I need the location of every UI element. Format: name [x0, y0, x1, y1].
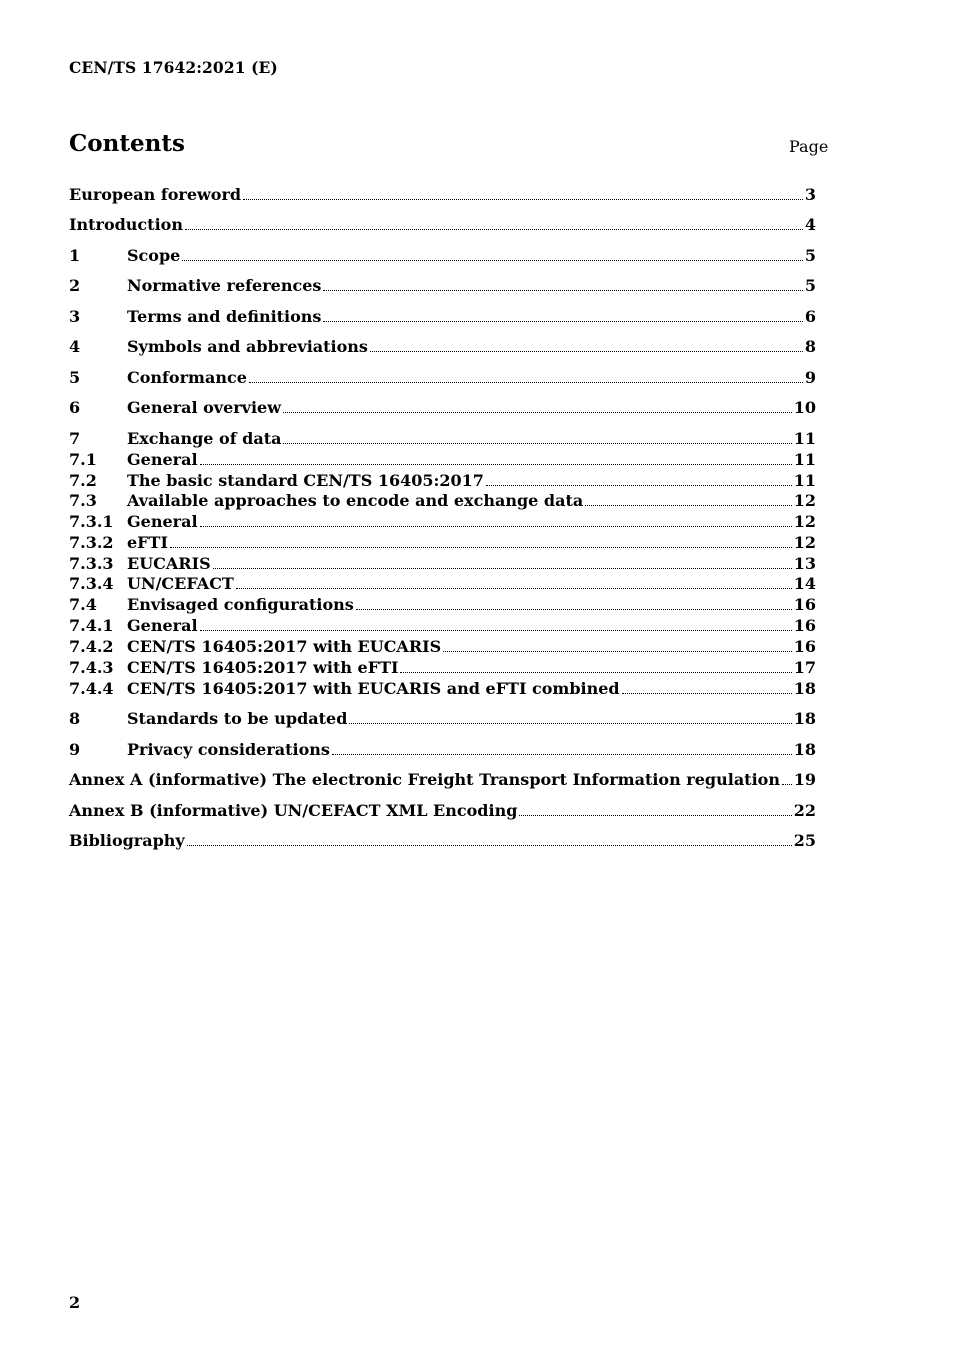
toc-entry-page: 17: [793, 658, 816, 677]
toc-entry-title: Introduction: [69, 215, 183, 234]
toc-dot-leader: [400, 671, 791, 673]
toc-entry-title: Available approaches to encode and exchange data: [127, 491, 584, 510]
toc-entry-number: 4: [69, 337, 81, 356]
toc-dot-leader: [356, 608, 792, 610]
toc-dot-leader: [519, 814, 791, 816]
toc-entry[interactable]: [69, 275, 816, 296]
toc-dot-leader: [370, 350, 803, 352]
toc-entry[interactable]: [69, 573, 816, 594]
toc-entry-title: General overview: [127, 398, 282, 417]
toc-entry-number: 7.4.2: [69, 637, 114, 656]
toc-entry-title: UN/CEFACT: [127, 574, 234, 593]
toc-entry[interactable]: [69, 553, 816, 574]
toc-dot-leader: [349, 722, 791, 724]
toc-dot-leader: [585, 504, 792, 506]
toc-entry[interactable]: [69, 245, 816, 266]
toc-entry-page: 18: [793, 709, 816, 728]
toc-entry[interactable]: [69, 511, 816, 532]
toc-dot-leader: [200, 629, 792, 631]
contents-title: Contents: [69, 130, 185, 157]
toc-entry-number: 7: [69, 429, 81, 448]
toc-entry-number: 7.4.1: [69, 616, 114, 635]
toc-entry[interactable]: [69, 397, 816, 418]
toc-dot-leader: [323, 289, 802, 291]
toc-dot-leader: [323, 320, 802, 322]
toc-entry-title: CEN/TS 16405:2017 with EUCARIS: [127, 637, 442, 656]
toc-dot-leader: [782, 783, 792, 785]
toc-dot-leader: [443, 650, 792, 652]
toc-dot-leader: [243, 198, 803, 200]
toc-entry-title: Standards to be updated: [127, 709, 348, 728]
toc-entry[interactable]: [69, 428, 816, 449]
toc-entry-number: 6: [69, 398, 81, 417]
toc-entry-page: 16: [793, 595, 816, 614]
toc-entry-title: Scope: [127, 246, 181, 265]
toc-entry-title: Exchange of data: [127, 429, 282, 448]
toc-dot-leader: [622, 692, 792, 694]
toc-entry-number: 7.3.4: [69, 574, 114, 593]
toc-entry-number: 7.4.4: [69, 679, 114, 698]
toc-entry-page: 11: [793, 450, 816, 469]
toc-entry-page: 6: [804, 307, 816, 326]
toc-entry-title: Terms and definitions: [127, 307, 322, 326]
toc-entry[interactable]: [69, 184, 816, 205]
toc-dot-leader: [182, 259, 803, 261]
toc-entry-title: Annex B (informative) UN/CEFACT XML Encoding: [69, 801, 518, 820]
toc-entry[interactable]: [69, 615, 816, 636]
toc-entry[interactable]: [69, 739, 816, 760]
toc-entry-page: 12: [793, 533, 816, 552]
toc-entry[interactable]: [69, 449, 816, 470]
toc-entry-title: Envisaged configurations: [127, 595, 354, 614]
page-column-label: Page: [789, 137, 829, 156]
toc-entry-page: 25: [793, 831, 816, 850]
toc-entry-title: Normative references: [127, 276, 322, 295]
toc-entry-title: Bibliography: [69, 831, 185, 850]
toc-entry-title: eFTI: [127, 533, 168, 552]
toc-entry[interactable]: [69, 306, 816, 327]
toc-entry-title: EUCARIS: [127, 554, 211, 573]
document-id: CEN/TS 17642:2021 (E): [69, 58, 278, 77]
toc-entry-number: 7.4.3: [69, 658, 114, 677]
toc-entry-page: 19: [793, 770, 816, 789]
toc-dot-leader: [332, 753, 792, 755]
toc-entry[interactable]: [69, 830, 816, 851]
toc-entry-page: 3: [804, 185, 816, 204]
toc-entry-title: General: [127, 450, 198, 469]
toc-entry-number: 7.3.3: [69, 554, 114, 573]
toc-entry[interactable]: [69, 800, 816, 821]
toc-entry[interactable]: [69, 678, 816, 699]
toc-dot-leader: [213, 567, 792, 569]
toc-entry-number: 8: [69, 709, 81, 728]
toc-dot-leader: [200, 463, 792, 465]
toc-entry-page: 5: [804, 276, 816, 295]
toc-dot-leader: [486, 484, 792, 486]
toc-entry-number: 7.3.2: [69, 533, 114, 552]
toc-entry-page: 11: [793, 429, 816, 448]
toc-entry-title: Symbols and abbreviations: [127, 337, 368, 356]
toc-entry-title: The basic standard CEN/TS 16405:2017: [127, 471, 484, 490]
toc-entry[interactable]: [69, 769, 816, 790]
toc-entry-title: Conformance: [127, 368, 247, 387]
toc-dot-leader: [283, 411, 792, 413]
toc-entry[interactable]: [69, 214, 816, 235]
toc-entry-number: 7.3: [69, 491, 97, 510]
toc-entry-title: CEN/TS 16405:2017 with EUCARIS and eFTI combined: [127, 679, 620, 698]
toc-entry-title: European foreword: [69, 185, 242, 204]
toc-entry-number: 7.3.1: [69, 512, 114, 531]
toc-entry-page: 16: [793, 637, 816, 656]
toc-entry-title: CEN/TS 16405:2017 with eFTI: [127, 658, 399, 677]
toc-entry-page: 18: [793, 679, 816, 698]
toc-entry-number: 7.4: [69, 595, 97, 614]
toc-entry-page: 18: [793, 740, 816, 759]
toc-entry-title: Privacy considerations: [127, 740, 330, 759]
toc-dot-leader: [187, 844, 792, 846]
toc-dot-leader: [185, 228, 803, 230]
toc-entry-page: 13: [793, 554, 816, 573]
toc-entry-page: 4: [804, 215, 816, 234]
page-number: 2: [69, 1293, 81, 1312]
toc-entry-page: 16: [793, 616, 816, 635]
toc-entry-page: 11: [793, 471, 816, 490]
toc-entry[interactable]: [69, 636, 816, 657]
toc-entry-number: 5: [69, 368, 81, 387]
toc-entry[interactable]: [69, 594, 816, 615]
toc-entry-number: 7.2: [69, 471, 97, 490]
toc-entry-page: 8: [804, 337, 816, 356]
toc-entry-number: 1: [69, 246, 81, 265]
toc-entry[interactable]: [69, 657, 816, 678]
toc-entry[interactable]: [69, 336, 816, 357]
toc-dot-leader: [200, 525, 792, 527]
toc-entry-title: Annex A (informative) The electronic Freight Transport Information regulation: [69, 770, 780, 789]
toc-dot-leader: [236, 587, 792, 589]
toc-entry-number: 3: [69, 307, 81, 326]
toc-entry[interactable]: [69, 490, 816, 511]
toc-entry-number: 2: [69, 276, 81, 295]
toc-entry[interactable]: [69, 532, 816, 553]
toc-entry[interactable]: [69, 708, 816, 729]
toc-entry-page: 12: [793, 491, 816, 510]
toc-dot-leader: [170, 546, 792, 548]
toc-entry[interactable]: [69, 470, 816, 491]
toc-entry-page: 22: [793, 801, 816, 820]
toc-entry-title: General: [127, 616, 198, 635]
toc-dot-leader: [283, 442, 791, 444]
toc-entry-number: 7.1: [69, 450, 97, 469]
toc-entry-title: General: [127, 512, 198, 531]
toc-entry[interactable]: [69, 367, 816, 388]
toc-entry-page: 10: [793, 398, 816, 417]
toc-dot-leader: [249, 381, 803, 383]
toc-entry-page: 9: [804, 368, 816, 387]
toc-entry-number: 9: [69, 740, 81, 759]
toc-entry-page: 14: [793, 574, 816, 593]
toc-entry-page: 12: [793, 512, 816, 531]
toc-entry-page: 5: [804, 246, 816, 265]
